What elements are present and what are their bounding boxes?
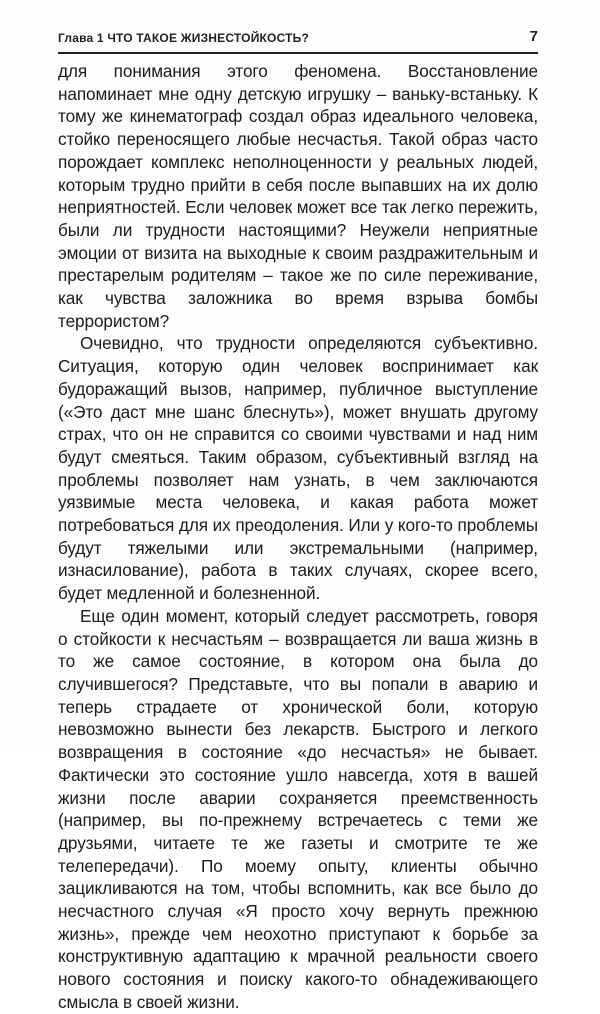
page-number: 7 [529,28,538,45]
running-header [58,28,538,54]
chapter-title: Глава 1 ЧТО ТАКОЕ ЖИЗНЕСТОЙКОСТЬ? [58,31,310,45]
paragraph-1: для понимания этого феномена. Восстановление напоминает мне одну детскую игрушку – ваньку-встаньку. К тому же кинематограф создал образ идеального человека, стойко переносящего любые несчастья. Такой образ часто порождает комплекс неполноценности у реальных людей, которым трудно прийти в себя после выпавших на их долю неприятностей. Если человек может все так легко пережить, были ли трудности настоящими? Неужели неприятные эмоции от визита на выходные к своим раздражительным и престарелым родителям – такое же по силе переживание, как чувства заложника во время взрыва бомбы террористом? [58,61,538,331]
paragraph-2: Очевидно, что трудности определяются субъективно. Ситуация, которую один человек воспринимает как будоражащий вызов, например, публичное выступление («Это даст мне шанс блеснуть»), может внушать другому страх, что он не справится со своими чувствами и над ним будут смеяться. Таким образом, субъективный взгляд на проблемы позволяет нам узнать, в чем заключаются уязвимые места человека, и какая работа может потребоваться для их преодоления. Или у кого-то проблемы будут тяжелыми или экстремальными (например, изнасилование), работа в таких случаях, скорее всего, будет медленной и болезненной. [58,333,539,604]
body-text [58,60,538,1014]
paragraph-3: Еще один момент, который следует рассмотреть, говоря о стойкости к несчастьям – возвращается ли ваша жизнь в то же самое состояние, в котором она была до случившегося? Представьте, что вы попали в аварию и теперь страдаете от хронической боли, которую невозможно вынести без лекарств. Быстрого и легкого возвращения в состояние «до несчастья» не бывает. Фактически это состояние ушло навсегда, хотя в вашей жизни после аварии сохраняется преемственность (например, вы по-прежнему встречаетесь с теми же друзьями, читаете те же газеты и смотрите те же телепередачи). По моему опыту, клиенты обычно зацикливаются на том, чтобы вспомнить, как все было до несчастного случая «Я просто хочу вернуть прежнюю жизнь», прежде чем неохотно приступают к борьбе за конструктивную адаптацию к мрачной реальности своего нового состояния и поиску какого-то обнадеживающего смысла в своей жизни. [58,605,538,1012]
